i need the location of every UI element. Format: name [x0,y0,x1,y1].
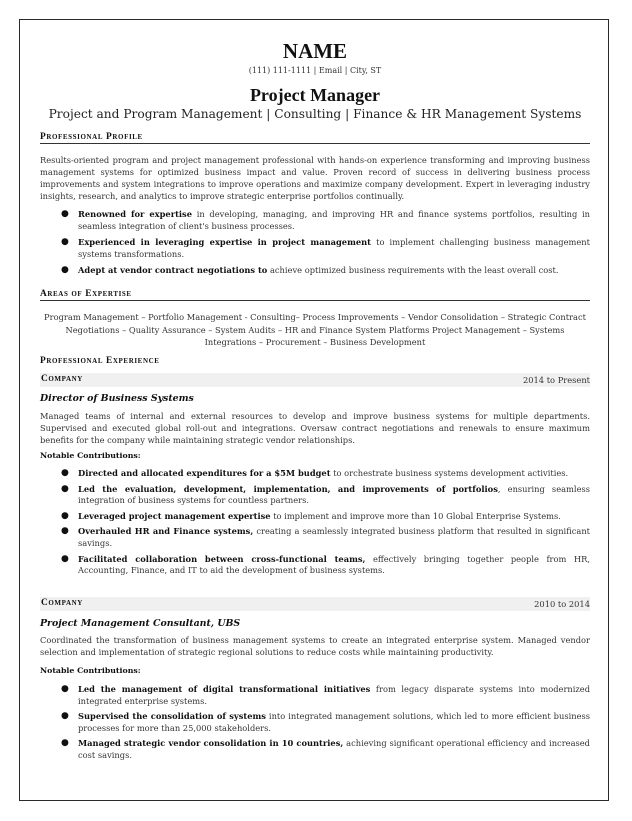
candidate-name: NAME [282,39,348,63]
expertise-text: Program Management – Portfolio Management - Consulting– Process Improvements – Vendor Consolidation – Strategic Contract Negotiations – Quality Assurance – System Audits – HR and Finance System Platforms Project Management – Systems Integrations – Procurement – Business Development [44,312,586,348]
bullet-icon: ● [61,237,69,248]
title-subtitle: Project and Program Management | Consulting | Finance & HR Management Systems [48,107,582,121]
job-bullets [40,468,590,577]
list-item: ● Led the evaluation, development, implementation, and improvements of portfolios, ensuring seamless integration of business systems for countless partners. [61,483,590,506]
company-bar [40,597,590,611]
employment-dates: 2014 to Present [522,375,590,385]
job-title: Project Manager [249,85,381,105]
notable-contributions-label: Notable Contributions: [40,451,141,460]
bullet-icon: ● [61,209,69,219]
bullet-icon: ● [61,265,69,276]
experience-heading: Professional Experience [40,356,160,366]
bullet-icon: ● [61,510,69,521]
list-item: ● Led the management of digital transformational initiatives from legacy disparate systems into modernized integrated enterprise systems. [61,684,590,706]
bullet-icon: ● [61,684,69,694]
job-bullets [40,684,590,762]
employment-dates: 2010 to 2014 [534,599,590,609]
list-item: ● Supervised the consolidation of systems into integrated management solutions, which led to more efficient business processes for more than 25,000 stakeholders. [61,711,590,733]
profile-heading: Professional Profile [40,132,590,144]
list-item: ● Leveraged project management expertise to implement and improve more than 10 Global Enterprise Systems. [61,510,561,521]
list-item: ● Managed strategic vendor consolidation in 10 countries, achieving significant operational efficiency and increased cost savings. [61,738,590,760]
profile-bullets [40,209,590,277]
list-item: ● Experienced in leveraging expertise in project management to implement challenging business management systems transformations. [61,237,590,259]
job-summary: Managed teams of internal and external resources to develop and improve business systems for multiple departments. Supervised and executed global roll-out and integrations. Oversaw contract negotiations and renewals to ensure maximum benefits for the company while maintaining strategic vendor relationships. [40,411,590,445]
company-name: Company [41,374,83,384]
bullet-icon: ● [61,553,69,564]
role-title: Director of Business Systems [40,393,194,404]
expertise-heading: Areas of Expertise [40,289,590,301]
contact-line: (111) 111-1111 | Email | City, ST [248,66,382,75]
list-item: ● Directed and allocated expenditures for a $5M budget to orchestrate business systems development activities. [61,468,569,478]
bullet-icon: ● [61,711,69,722]
bullet-icon: ● [61,483,69,494]
bullet-icon: ● [61,468,69,478]
list-item: ● Renowned for expertise in developing, managing, and improving HR and finance systems portfolios, resulting in seamless integration of client's business processes. [61,209,590,231]
list-item: ● Facilitated collaboration between cross-functional teams, effectively bringing together people from HR, Accounting, Finance, and IT to aid the development of business systems. [61,553,590,576]
list-item: ● Adept at vendor contract negotiations to achieve optimized business requirements with the least overall cost. [61,265,559,276]
notable-contributions-label: Notable Contributions: [40,666,141,675]
profile-summary: Results-oriented program and project management professional with hands-on experience transforming and improving business management systems for optimized business impact and value. Proven record of success in delivering business process improvements and system integrations to improve operations and maximize company development. Expert in leveraging industry insights, research, and analytics to improve strategic enterprise portfolios continually. [40,155,590,201]
bullet-icon: ● [61,738,69,749]
resume-page [19,19,609,801]
company-bar [40,373,590,387]
company-name: Company [41,598,83,608]
list-item: ● Overhauled HR and Finance systems, creating a seamlessly integrated business platform that resulted in significant savings. [61,526,590,548]
job-summary: Coordinated the transformation of business management systems to create an integrated enterprise system. Managed vendor selection and implementation of strategic regional solutions to reduce costs while maintaining productivity. [40,635,590,657]
bullet-icon: ● [61,526,69,537]
role-title: Project Management Consultant, UBS [40,618,241,629]
